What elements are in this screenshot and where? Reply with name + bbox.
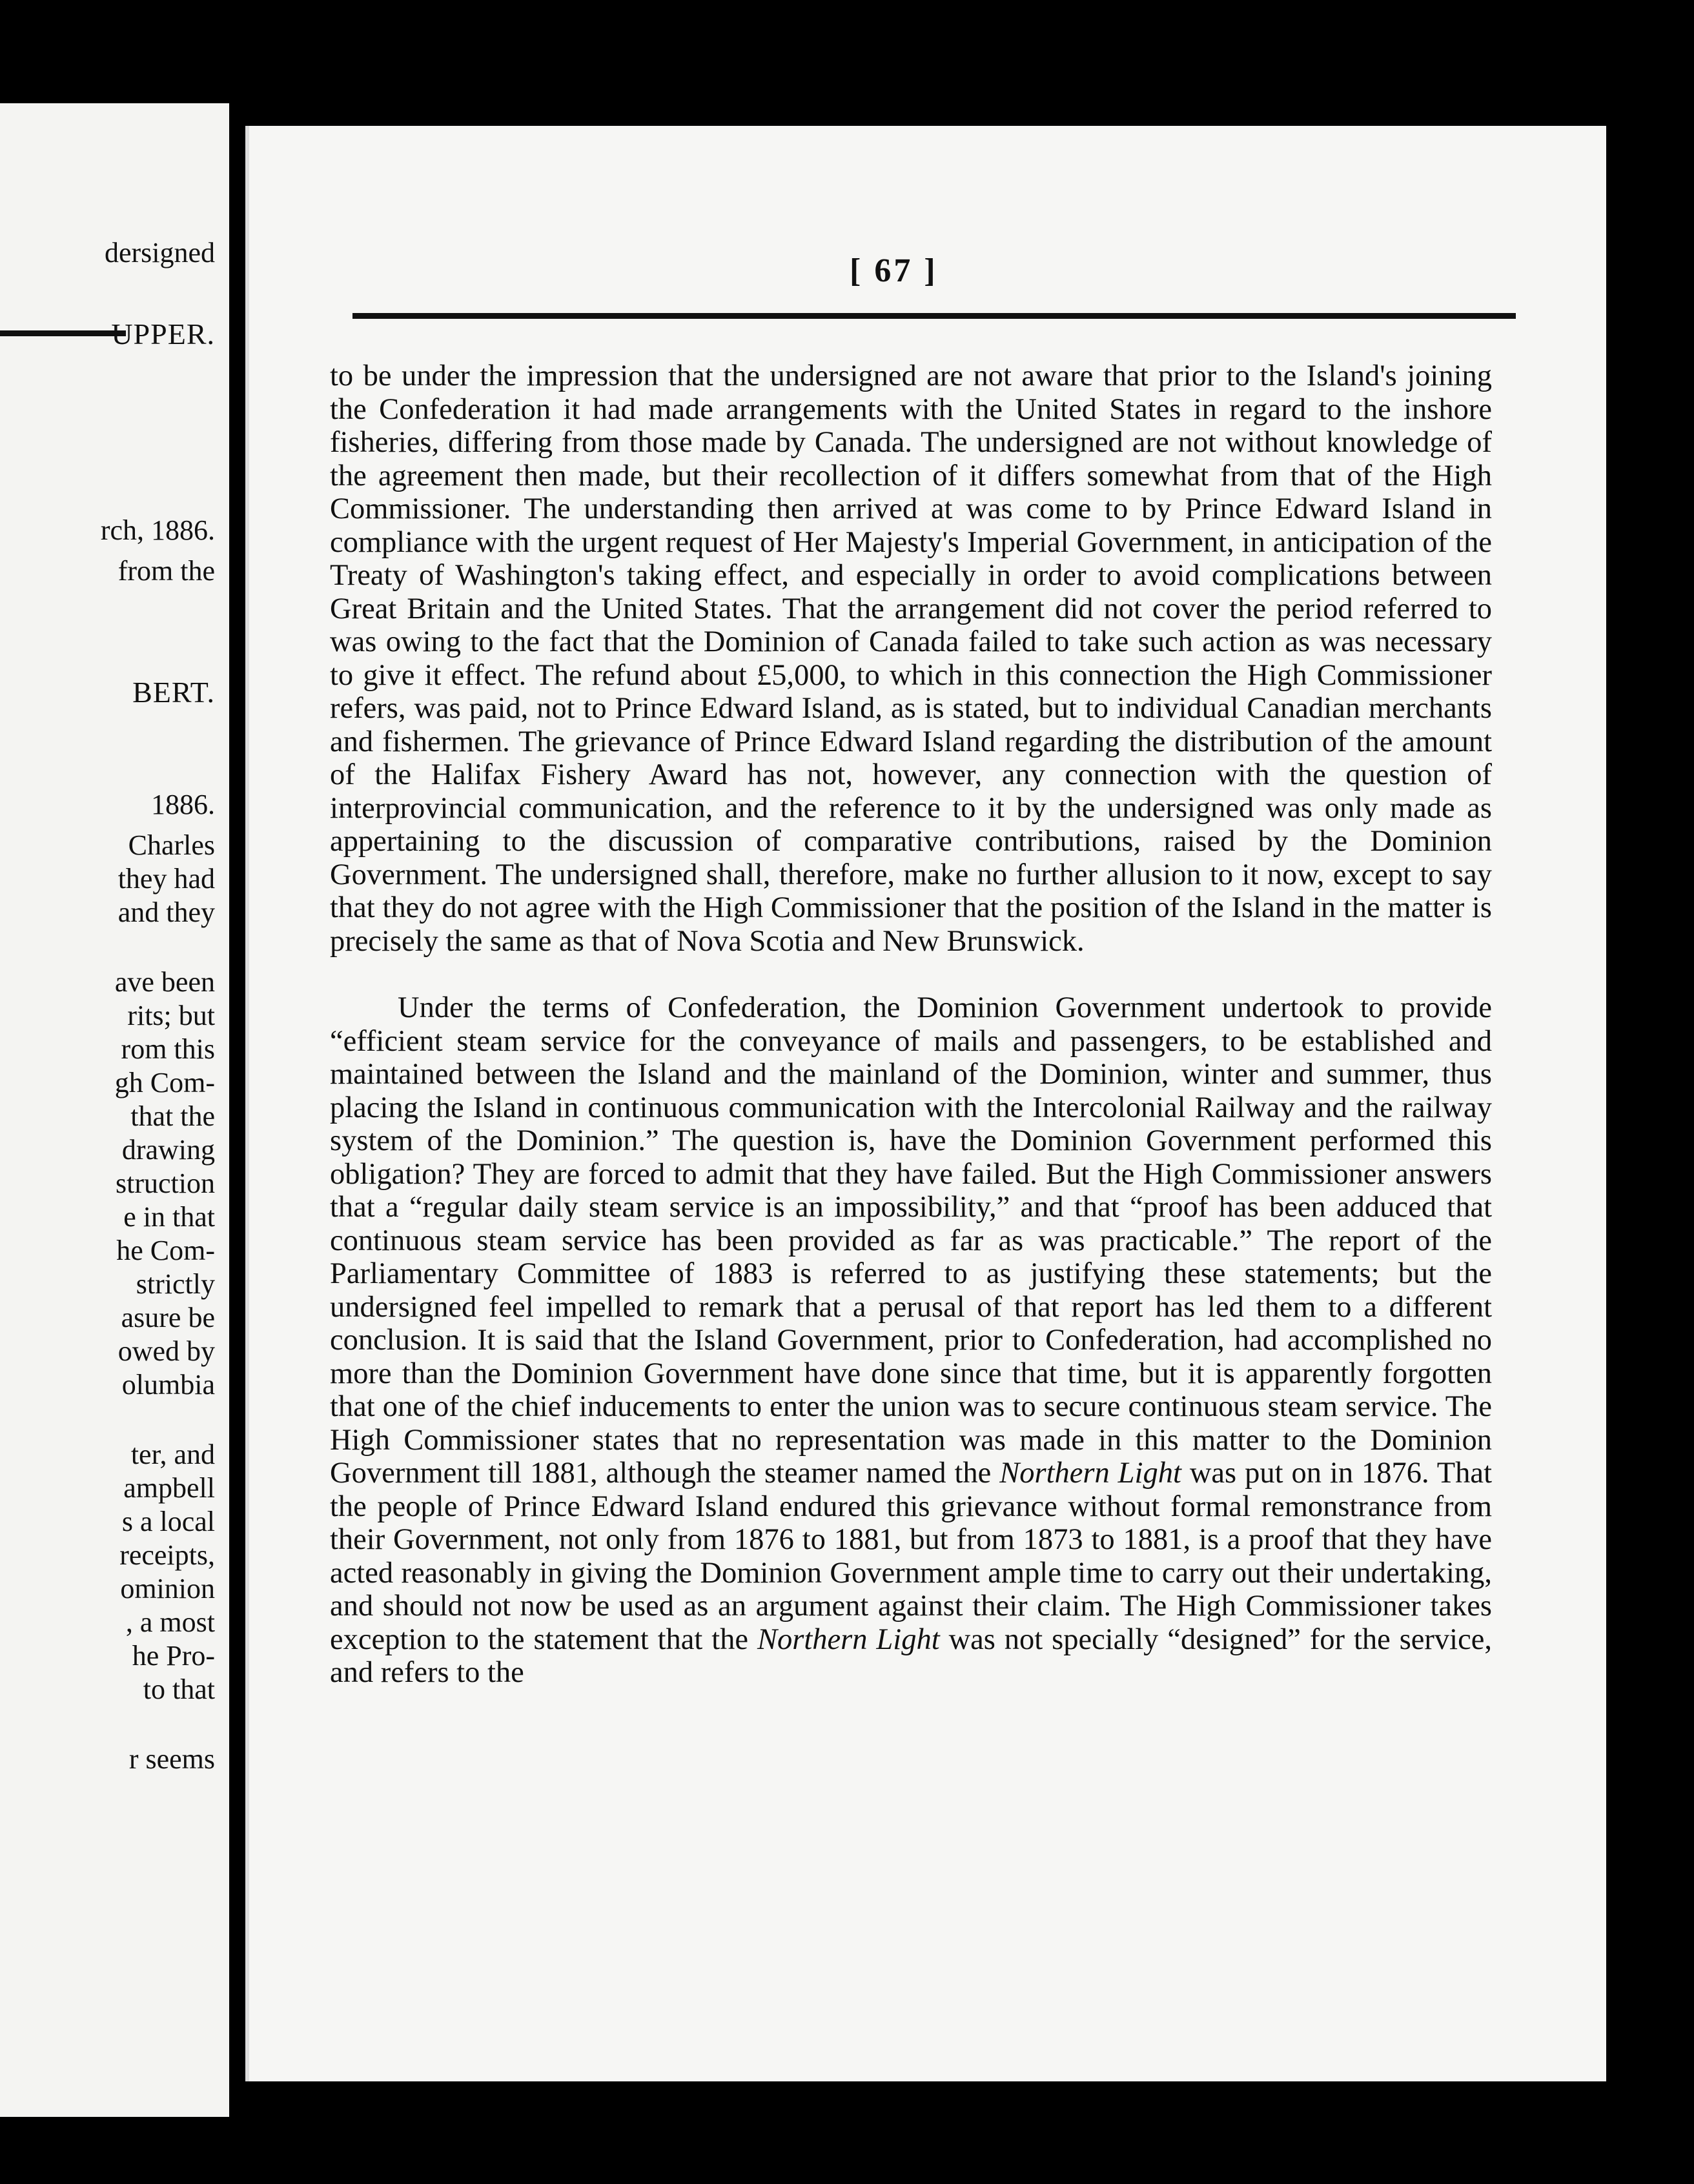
left-page-line: r seems (128, 1743, 215, 1775)
body-text (330, 359, 1492, 1690)
header-rule (352, 313, 1516, 319)
left-page-line: to that (143, 1673, 215, 1705)
left-page-line: s a local (121, 1506, 215, 1537)
left-page-line: e in that (123, 1201, 215, 1233)
left-page-line: UPPER. (111, 318, 215, 350)
paragraph-1: to be under the impression that the undersigned are not aware that prior to the Island's joining the Confederation it had made arrangements with the United States in regard to the inshore fisheries, differing from those made by Canada. The undersigned are not without knowledge of the agreement then made, but their recollection of it differs somewhat from that of the High Commissioner. The understanding then arrived at was come to by Prince Edward Island in compliance with the urgent request of Her Majesty's Imperial Government, in anticipation of the Treaty of Washington's taking effect, and especially in order to avoid complications between Great Britain and the United States. That the arrangement did not cover the period referred to was owing to the fact that the Dominion of Canada failed to take such action as was necessary to give it effect. The refund about £5,000, to which in this connection the High Commissioner refers, was paid, not to Prince Edward Island, as is stated, but to individual Canadian merchants and fishermen. The grievance of Prince Edward Island regarding the distribution of the amount of the Halifax Fishery Award has not, however, any connection with the question of interprovincial communication, and the reference to it by the undersigned was only made as appertaining to the discussion of comparative contributions, raised by the Dominion Government. The undersigned shall, therefore, make no further allusion to it now, except to say that they do not agree with the High Commissioner that the position of the Island in the matter is precisely the same as that of Nova Scotia and New Brunswick. (330, 359, 1492, 958)
left-page-line: struction (116, 1168, 215, 1199)
left-page-header-rule (0, 330, 126, 336)
left-page-line: ave been (114, 966, 215, 998)
left-page-line: ampbell (123, 1472, 215, 1504)
left-page-line: owed by (117, 1335, 215, 1367)
left-page-line: ter, and (130, 1439, 215, 1470)
left-page-line: dersigned (104, 237, 215, 268)
page-number: [ 67 ] (850, 252, 938, 289)
paragraph-2: Under the terms of Confederation, the Dominion Government undertook to provide “efficient steam service for the conveyance of mails and passengers, to be established and maintained between the Island and the mainland of the Dominion, winter and summer, thus placing the Island in continuous communication with the Intercolonial Railway and the railway system of the Dominion.” The question is, have the Dominion Government performed this obligation? They are forced to admit that they have failed. But the High Commissioner answers that a “regular daily steam service is an impossibility,” and that “proof has been adduced that continuous steam service has been provided as far as was practicable.” The report of the Parliamentary Committee of 1883 is referred to as justifying these statements; but the undersigned feel impelled to remark that a perusal of that report has led them to a different conclusion. It is said that the Island Government, prior to Confederation, had accomplished no more than the Dominion Government have done since that time, but it is apparently forgotten that one of the chief inducements to enter the union was to secure continuous steam service. The High Commissioner states that no representation was made in this matter to the Dominion Government till 1881, although the steamer named the Northern Light was put on in 1876. That the people of Prince Edward Island endured this grievance without formal remonstrance from their Government, not only from 1876 to 1881, but from 1873 to 1881, is a proof that they have acted reasonably in giving the Dominion Government ample time to carry out their undertaking, and should not now be used as an argument against their claim. The High Commissioner takes exception to the statement that the Northern Light was not specially “designed” for the service, and refers to the (330, 991, 1492, 1689)
left-page-line: BERT. (132, 676, 215, 709)
left-page-line: olumbia (121, 1369, 215, 1400)
ship-name: Northern Light (757, 1623, 940, 1656)
left-page-line: they had (117, 863, 215, 895)
left-page-line: receipts, (119, 1539, 215, 1571)
left-page-line: he Com- (116, 1235, 215, 1266)
previous-page-fragment (0, 103, 229, 2117)
left-page-line: , a most (125, 1606, 215, 1638)
left-page-line: Charles (128, 829, 215, 861)
left-page-line: rom this (121, 1033, 215, 1065)
page-gutter (229, 103, 245, 2117)
left-page-line: and they (117, 896, 215, 928)
main-page (245, 126, 1606, 2081)
left-page-line: asure be (121, 1302, 215, 1333)
left-page-line: ominion (120, 1573, 215, 1604)
left-page-line: drawing (121, 1134, 215, 1166)
left-page-line: rits; but (127, 1000, 215, 1031)
left-page-line: strictly (136, 1268, 215, 1300)
left-page-line: from the (117, 555, 215, 587)
left-page-line: gh Com- (114, 1067, 215, 1098)
left-page-line: he Pro- (132, 1640, 215, 1672)
left-page-line: 1886. (151, 789, 215, 820)
left-page-line: that the (130, 1100, 215, 1132)
left-page-line: rch, 1886. (100, 514, 215, 546)
ship-name: Northern Light (999, 1457, 1181, 1490)
